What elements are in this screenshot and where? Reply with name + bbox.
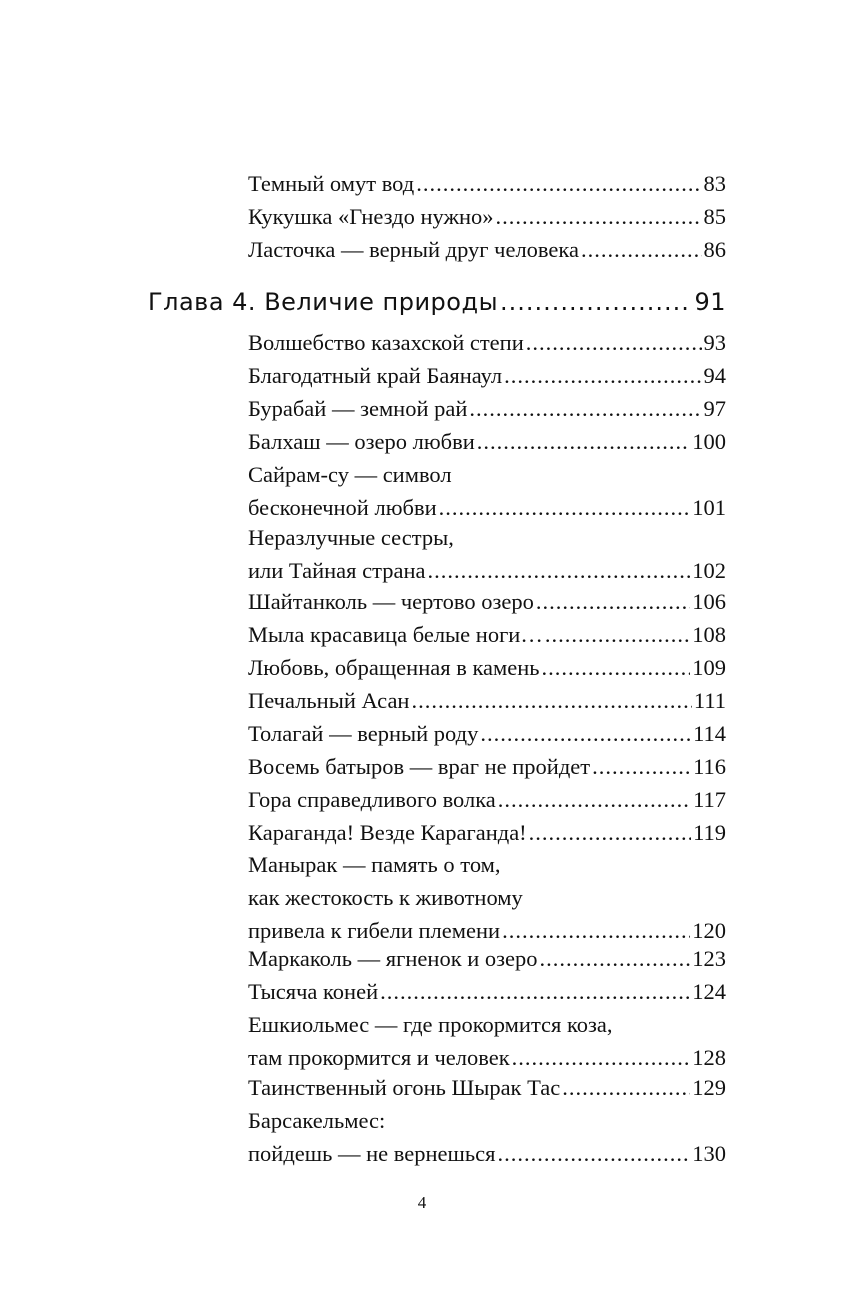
toc-entry xyxy=(248,521,726,587)
toc-entry-page: 85 xyxy=(703,204,726,229)
toc-entry-title: Восемь батыров — враг не пройдет xyxy=(248,754,591,779)
toc-entry-page: 100 xyxy=(692,429,726,454)
toc-chapter-heading xyxy=(148,286,726,319)
toc-entry-title: Балхаш — озеро любви xyxy=(248,429,475,454)
toc-entry-title: Таинственный огонь Шырак Тас xyxy=(248,1075,561,1100)
toc-entry-title: или Тайная страна xyxy=(248,558,426,583)
toc-entry-title: Маркаколь — ягненок и озеро xyxy=(248,946,538,971)
toc-entry-page: 109 xyxy=(692,655,726,680)
toc-entry xyxy=(248,975,726,1008)
toc-entry-title: Бурабай — земной рай xyxy=(248,396,468,421)
toc-entry xyxy=(248,585,726,618)
toc-entry xyxy=(248,717,726,750)
toc-entry-title: Мыла красавица белые ноги… xyxy=(248,622,543,647)
toc-entry-title: пойдешь — не вернешься xyxy=(248,1141,496,1166)
toc-entry-page: 94 xyxy=(703,363,726,388)
toc-entry-title: Печальный Асан xyxy=(248,688,410,713)
toc-entry-page: 128 xyxy=(692,1045,726,1070)
toc-entry-page: 86 xyxy=(703,237,726,262)
toc-entry xyxy=(248,942,726,975)
toc-entry-title-line: как жестокость к животному xyxy=(248,885,523,910)
toc-entry-page: 119 xyxy=(693,820,726,845)
toc-entry xyxy=(248,425,726,458)
toc-entry-title: привела к гибели племени xyxy=(248,918,501,943)
toc-entry-title-line: Сайрам-су — символ xyxy=(248,462,452,487)
toc-entry xyxy=(248,392,726,425)
toc-entry-title-line: Барсакельмес: xyxy=(248,1108,386,1133)
toc-entry xyxy=(248,200,726,233)
toc-entry-title-line: Неразлучные сестры, xyxy=(248,525,454,550)
toc-entry-title: Ласточка — верный друг человека xyxy=(248,237,579,262)
toc-entry-page: 116 xyxy=(693,754,726,779)
toc-entry-page: 111 xyxy=(693,688,726,713)
toc-entry-page: 129 xyxy=(692,1075,726,1100)
toc-entry-page: 102 xyxy=(692,558,726,583)
page-number: 4 xyxy=(417,1193,427,1212)
toc-entry xyxy=(248,1104,726,1170)
toc-entry-title: бесконечной любви xyxy=(248,495,437,520)
toc-entry-page: 123 xyxy=(692,946,726,971)
toc-entry xyxy=(248,651,726,684)
toc-entry xyxy=(248,359,726,392)
toc-entry-page: 120 xyxy=(692,918,726,943)
toc-entry-title: Караганда! Везде Караганда! xyxy=(248,820,527,845)
toc-entry-page: 101 xyxy=(692,495,726,520)
toc-entry-title: Кукушка «Гнездо нужно» xyxy=(248,204,494,229)
toc-entry xyxy=(248,816,726,849)
toc-entry xyxy=(248,684,726,717)
toc-entry xyxy=(248,783,726,816)
toc-entry-page: 114 xyxy=(693,721,726,746)
chapter-page: 91 xyxy=(694,288,726,316)
toc-entry-title: Волшебство казахской степи xyxy=(248,330,524,355)
toc-entry xyxy=(248,848,726,947)
toc-entry-title: Толагай — верный роду xyxy=(248,721,479,746)
toc-entry-title: Темный омут вод xyxy=(248,171,415,196)
toc-entry xyxy=(248,233,726,266)
toc-entry xyxy=(248,750,726,783)
toc-entry-page: 106 xyxy=(692,589,726,614)
toc-entry-page: 93 xyxy=(703,330,726,355)
toc-entry-title: Тысяча коней xyxy=(248,979,379,1004)
toc-entry-page: 108 xyxy=(692,622,726,647)
toc-entry-title: Любовь, обращенная в камень xyxy=(248,655,540,680)
toc-entry-page: 124 xyxy=(692,979,726,1004)
toc-entry-title: Гора справедливого волка xyxy=(248,787,496,812)
toc-entry-title-line: Манырак — память о том, xyxy=(248,852,501,877)
toc-entry xyxy=(248,458,726,524)
chapter-title: Глава 4. Величие природы xyxy=(148,288,499,316)
toc-entry xyxy=(248,326,726,359)
toc-entry-title-line: Ешкиольмес — где прокормится коза, xyxy=(248,1012,613,1037)
toc-entry-page: 97 xyxy=(703,396,726,421)
toc-entry-page: 130 xyxy=(692,1141,726,1166)
toc-entry-title: Благодатный край Баянаул xyxy=(248,363,503,388)
toc-entry xyxy=(248,1071,726,1104)
toc-entry xyxy=(248,1008,726,1074)
toc-entry-title: там прокормится и человек xyxy=(248,1045,510,1070)
toc-entry xyxy=(248,167,726,200)
toc-entry-page: 117 xyxy=(693,787,726,812)
toc-entry-page: 83 xyxy=(703,171,726,196)
toc-entry-title: Шайтанколь — чертово озеро xyxy=(248,589,534,614)
toc-entry xyxy=(248,618,726,651)
